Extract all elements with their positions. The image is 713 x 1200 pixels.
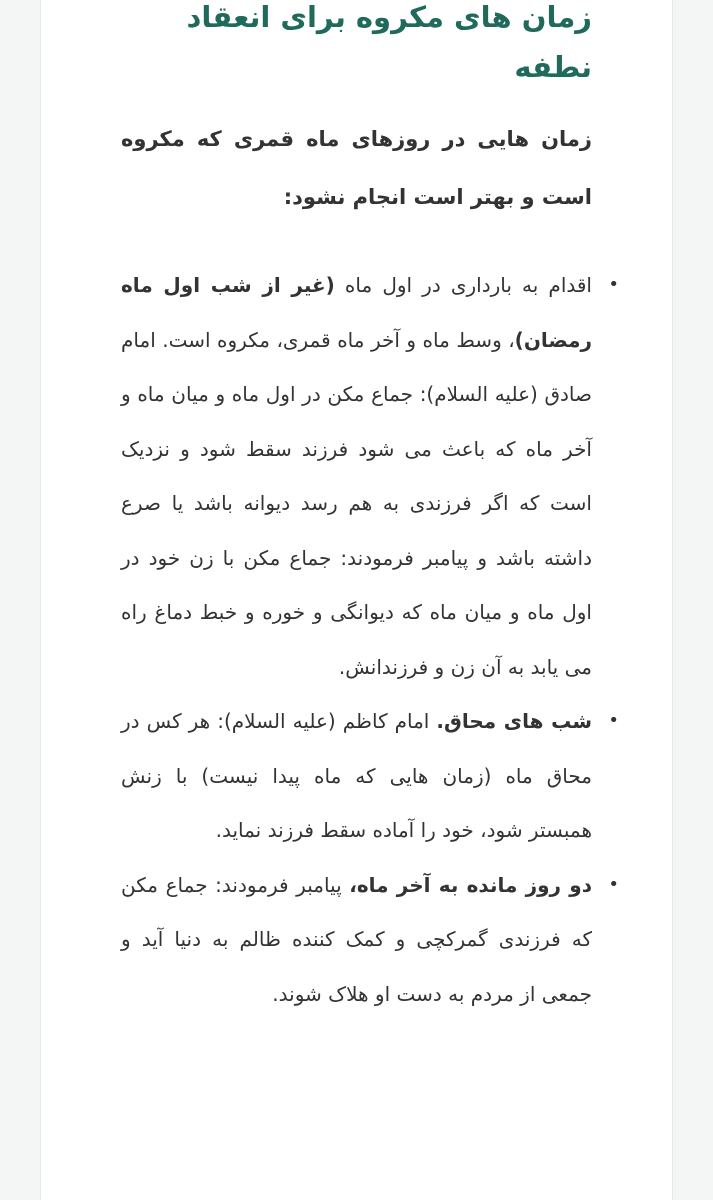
bullet-list bbox=[121, 258, 619, 1021]
article-intro: زمان هایی در روزهای ماه قمری که مکروه است و بهتر است انجام نشود: bbox=[121, 127, 592, 209]
bullet-icon: • bbox=[608, 873, 619, 895]
item-text-before: اقدام به بارداری در اول ماه bbox=[334, 273, 592, 297]
list-item bbox=[121, 858, 619, 1022]
list-item bbox=[121, 694, 619, 858]
bullet-icon: • bbox=[608, 274, 619, 295]
item-text-after: امام کاظم (علیه السلام): هر کس در محاق ماه (زمان هایی که ماه پیدا نیست) با زنش همبستر شود، خود را آماده سقط فرزند نماید. bbox=[121, 709, 592, 842]
item-bold-text: دو روز مانده به آخر ماه، bbox=[349, 872, 592, 897]
item-text-after: ، وسط ماه و آخر ماه قمری، مکروه است. امام صادق (علیه السلام): جماع مکن در اول ماه و میان ماه و آخر ماه که باعث می شود فرزند سقط شود و نزدیک است که اگر فرزندی به هم رسد دیوانه باشد یا صرع داشته باشد و پیامبر فرمودند: جماع مکن با زن خود در اول ماه و میان ماه که دیوانگی و خوره و خبط دماغ راه می یابد به آن زن و فرزندانش. bbox=[121, 327, 592, 679]
item-text-after: پیامبر فرمودند: جماع مکن که فرزندی گمرکچی و کمک کننده ظالم به دنیا آید و جمعی از مردم به دست او هلاک شوند. bbox=[121, 872, 592, 1006]
list-item bbox=[121, 258, 619, 694]
article-content bbox=[121, 0, 619, 1021]
item-bold-text: (غیر از شب اول ماه رمضان) bbox=[121, 273, 592, 352]
bullet-icon: • bbox=[608, 710, 619, 731]
article-card bbox=[40, 0, 673, 1200]
item-bold-text: شب های محاق. bbox=[436, 709, 592, 733]
article-title: زمان های مکروه برای انعقاد نطفه bbox=[186, 0, 592, 84]
